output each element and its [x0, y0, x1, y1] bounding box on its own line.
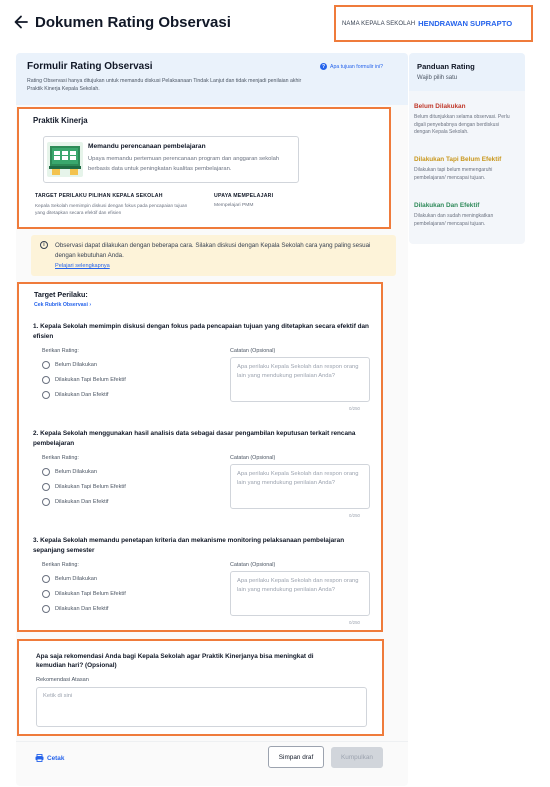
radio-button[interactable]: [42, 590, 50, 598]
q3-char-counter: 0/250: [349, 620, 360, 625]
rubrik-label: Cek Rubrik Observasi: [34, 302, 88, 308]
printer-icon: [35, 754, 44, 762]
guide-header: [409, 53, 525, 91]
practice-description: Upaya memandu pertemuan perencanaan program dan anggaran sekolah berbasis data untuk peningkatan kualitas pembelajaran.: [88, 156, 280, 172]
guide-title: Panduan Rating: [417, 62, 475, 71]
form-header: [16, 53, 408, 105]
q1-note-field[interactable]: Apa perilaku Kepala Sekolah dan respon orang lain yang mendukung penilaian Anda?: [230, 357, 370, 402]
note-label: Catatan (Opsional): [230, 348, 276, 354]
save-draft-button[interactable]: Simpan draf: [268, 746, 324, 768]
notice-text: Observasi dapat dilakukan dengan beberapa cara. Silakan diskusi dengan Kepala Sekolah cara yang paling sesuai dengan kebutuhan Anda.: [55, 242, 371, 259]
guide-item-belum-text: Belum ditunjukkan selama observasi. Perlu digali penyebabnya dengan berdiskusi dengan Kepala Sekolah.: [414, 114, 510, 135]
radio-button[interactable]: [42, 483, 50, 491]
radio-button[interactable]: [42, 391, 50, 399]
target-text: Kepala Sekolah memimpin diskusi dengan fokus pada pencapaian tujuan yang ditetapkan secara efektif dan efisien: [35, 203, 188, 215]
question-3-text: 3. Kepala Sekolah memandu penetapan kriteria dan mekanisme monitoring pelaksanaan pembelajaran sepanjang semester: [33, 537, 345, 554]
guide-item-belum-efektif-title: Dilakukan Tapi Belum Efektif: [414, 156, 502, 163]
observation-notice: [31, 235, 396, 276]
option-label: Belum Dilakukan: [55, 576, 97, 582]
note-label: Catatan (Opsional): [230, 562, 276, 568]
guide-item-belum-title: Belum Dilakukan: [414, 103, 466, 110]
question-1-text: 1. Kepala Sekolah memimpin diskusi dengan fokus pada pencapaian tujuan yang ditetapkan secara efektif dan efisien: [33, 323, 369, 340]
radio-button[interactable]: [42, 376, 50, 384]
top-bar: [0, 0, 550, 48]
back-arrow-icon[interactable]: [13, 13, 29, 31]
target-heading: TARGET PERILAKU PILIHAN KEPALA SEKOLAH: [35, 193, 163, 199]
q2-note-field[interactable]: Apa perilaku Kepala Sekolah dan respon orang lain yang mendukung penilaian Anda?: [230, 464, 370, 509]
option-label: Dilakukan Dan Efektif: [55, 392, 109, 398]
option-label: Dilakukan Tapi Belum Efektif: [55, 377, 126, 383]
practice-card: [43, 136, 299, 183]
question-3: [19, 536, 381, 636]
rating-label: Berikan Rating:: [42, 348, 79, 354]
question-1: [19, 322, 381, 422]
print-label: Cetak: [47, 754, 65, 762]
q2-option-belum-efektif[interactable]: [42, 483, 126, 491]
print-button[interactable]: [35, 754, 64, 762]
info-icon: i: [40, 241, 48, 249]
recommendation-question: Apa saja rekomendasi Anda bagi Kepala Sekolah agar Praktik Kinerjanya bisa meningkat di kemudian hari? (Opsional): [36, 653, 314, 669]
form-help-label: Apa tujuan formulir ini?: [330, 63, 384, 70]
rating-label: Berikan Rating:: [42, 562, 79, 568]
q3-option-belum[interactable]: [42, 575, 97, 583]
submit-button[interactable]: Kumpulkan: [331, 747, 383, 768]
option-label: Dilakukan Dan Efektif: [55, 499, 109, 505]
principal-name: HENDRAWAN SUPRAPTO: [418, 19, 513, 28]
recommendation-label: Rekomendasi Atasan: [36, 677, 89, 683]
q1-option-belum[interactable]: [42, 361, 97, 369]
recommendation-textarea[interactable]: Ketik di sini: [36, 687, 367, 727]
footer-divider: [16, 741, 408, 742]
principal-label: NAMA KEPALA SEKOLAH: [342, 20, 416, 27]
radio-button[interactable]: [42, 468, 50, 476]
question-icon: ?: [321, 63, 326, 70]
option-label: Dilakukan Tapi Belum Efektif: [55, 591, 126, 597]
radio-button[interactable]: [42, 605, 50, 613]
practice-name: Memandu perencanaan pembelajaran: [88, 143, 206, 150]
praktik-title: Praktik Kinerja: [33, 116, 88, 125]
radio-button[interactable]: [42, 575, 50, 583]
q1-option-efektif[interactable]: [42, 391, 108, 399]
form-description: Rating Observasi hanya ditujukan untuk memandu diskusi Pelaksanaan Tindak Lanjut dan tidak menjadi penilaian akhir Praktik Kinerja Kepala Sekolah.: [27, 78, 302, 92]
guide-item-efektif-title: Dilakukan Dan Efektif: [414, 202, 480, 209]
form-title: Formulir Rating Observasi: [27, 61, 153, 72]
q3-note-field[interactable]: Apa perilaku Kepala Sekolah dan respon orang lain yang mendukung penilaian Anda?: [230, 571, 370, 616]
form-help-link[interactable]: [320, 63, 383, 70]
radio-button[interactable]: [42, 361, 50, 369]
target-perilaku-section: [17, 282, 383, 632]
guide-item-efektif-text: Dilakukan dan sudah meningkatkan pembelajaran/ mencapai tujuan.: [414, 213, 494, 227]
note-label: Catatan (Opsional): [230, 455, 276, 461]
question-2-text: 2. Kepala Sekolah menggunakan hasil analisis data sebagai dasar pengambilan keputusan terkait rencana pembelajaran: [33, 430, 356, 447]
guide-item-belum-efektif-text: Dilakukan tapi belum memengaruhi pembelajaran/ mencapai tujuan.: [414, 167, 493, 181]
option-label: Belum Dilakukan: [55, 469, 97, 475]
upaya-text: Mempelajari PMM: [214, 203, 254, 208]
question-2: [19, 429, 381, 529]
option-label: Dilakukan Tapi Belum Efektif: [55, 484, 126, 490]
q1-option-belum-efektif[interactable]: [42, 376, 126, 384]
q3-option-efektif[interactable]: [42, 605, 108, 613]
rating-guide-panel: [409, 53, 525, 244]
learn-more-link[interactable]: Pelajari selengkapnya: [55, 263, 110, 269]
principal-name-box: [334, 5, 533, 42]
option-label: Dilakukan Dan Efektif: [55, 606, 109, 612]
recommendation-section: [17, 639, 384, 736]
radio-button[interactable]: [42, 498, 50, 506]
guide-subtitle: Wajib pilih satu: [417, 75, 458, 81]
q2-option-belum[interactable]: [42, 468, 97, 476]
targets-title: Target Perilaku:: [34, 290, 88, 299]
rubrik-link[interactable]: Cek Rubrik Observasi ›: [34, 302, 92, 308]
q2-option-efektif[interactable]: [42, 498, 108, 506]
upaya-heading: UPAYA MEMPELAJARI: [214, 193, 274, 199]
q2-char-counter: 0/250: [349, 513, 360, 518]
practice-illustration-icon: [47, 142, 83, 177]
q1-char-counter: 0/250: [349, 406, 360, 411]
page-title: Dokumen Rating Observasi: [35, 14, 231, 31]
q3-option-belum-efektif[interactable]: [42, 590, 126, 598]
rating-label: Berikan Rating:: [42, 455, 79, 461]
praktik-kinerja-section: [17, 107, 391, 229]
option-label: Belum Dilakukan: [55, 362, 97, 368]
